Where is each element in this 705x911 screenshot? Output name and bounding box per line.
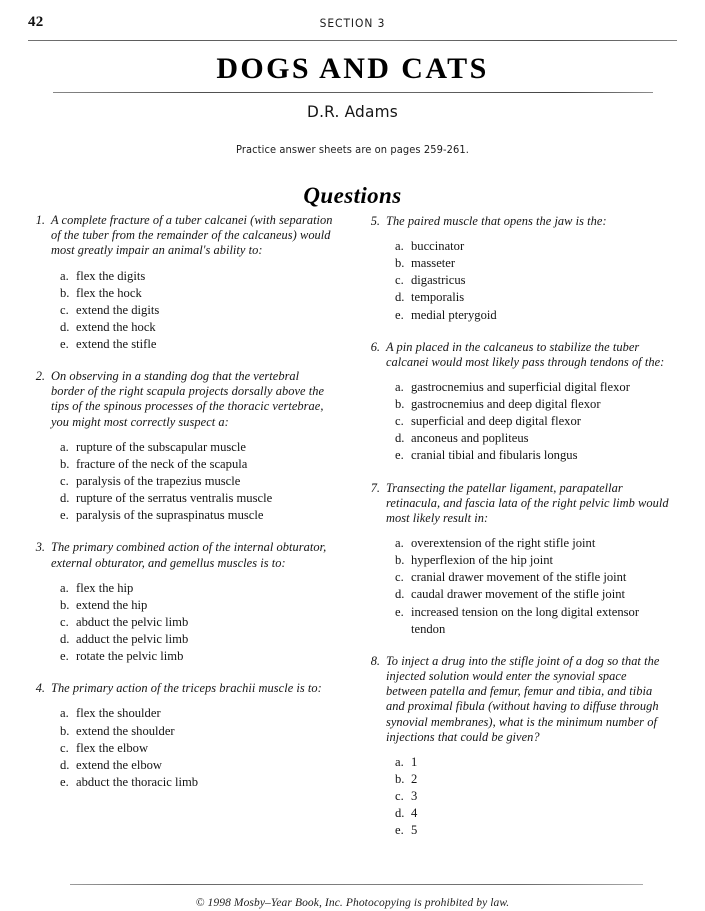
question-stem: The primary combined action of the internal obturator, external obturator, and gemellus muscles is to: — [51, 540, 327, 570]
answer-option-label: c. — [395, 789, 404, 804]
answer-option[interactable] — [395, 569, 670, 586]
question-block — [359, 340, 670, 465]
answer-option-label: e. — [395, 604, 404, 619]
question-body — [51, 540, 335, 665]
question-columns — [24, 213, 685, 853]
title-rule — [53, 92, 653, 93]
question-block — [359, 481, 670, 638]
answer-option-label: c. — [60, 474, 69, 489]
answer-option-label: d. — [395, 290, 405, 305]
answer-option-text: abduct the pelvic limb — [76, 614, 189, 629]
header-rule — [28, 40, 677, 41]
answer-option-text: extend the hock — [76, 319, 156, 334]
question-block — [24, 681, 335, 791]
question-body — [51, 213, 335, 353]
answer-option[interactable] — [395, 413, 670, 430]
answer-option-label: b. — [60, 597, 70, 612]
answer-option-list — [60, 268, 335, 353]
question-body — [51, 369, 335, 524]
answer-option-label: a. — [60, 580, 69, 595]
answer-option-label: e. — [395, 448, 404, 463]
running-head — [28, 14, 677, 34]
question-block — [359, 654, 670, 840]
answer-option[interactable] — [395, 586, 670, 603]
title-block — [28, 52, 677, 209]
answer-option[interactable] — [395, 430, 670, 447]
question-body — [386, 481, 670, 638]
author-byline: D.R. Adams — [307, 102, 398, 121]
question-number: 3. — [35, 540, 45, 555]
question-block — [24, 369, 335, 524]
question-stem: A pin placed in the calcaneus to stabilize the tuber calcanei would most likely pass through tendons of the: — [386, 339, 665, 369]
answer-option-text: digastricus — [411, 273, 466, 288]
answer-option[interactable] — [60, 336, 335, 353]
answer-option-label: c. — [60, 614, 69, 629]
answer-option-text: rupture of the serratus ventralis muscle — [76, 491, 273, 506]
answer-option-text: flex the hip — [76, 580, 134, 595]
answer-option-text: 4 — [411, 806, 418, 821]
question-stem: The primary action of the triceps brachii muscle is to: — [51, 681, 322, 696]
answer-option[interactable] — [395, 604, 670, 638]
answer-option-label: d. — [60, 491, 70, 506]
answer-option-text: extend the digits — [76, 302, 160, 317]
question-number: 5. — [370, 214, 380, 228]
answer-option-label: e. — [60, 774, 69, 789]
right-column — [359, 213, 670, 853]
answer-option-label: e. — [60, 649, 69, 664]
answer-option-text: cranial tibial and fibularis longus — [411, 448, 578, 463]
answer-option-text: temporalis — [411, 290, 465, 305]
answer-option-label: b. — [60, 456, 70, 471]
answer-option-label: b. — [395, 553, 405, 568]
answer-option-text: flex the shoulder — [76, 706, 161, 721]
answer-option-label: e. — [60, 336, 69, 351]
question-body — [386, 214, 670, 324]
answer-option[interactable] — [395, 552, 670, 569]
answer-option-text: caudal drawer movement of the stifle joint — [411, 587, 626, 602]
answer-option-label: d. — [395, 587, 405, 602]
answer-option-label: b. — [395, 772, 405, 787]
question-stem: Transecting the patellar ligament, parapatellar retinacula, and fascia lata of the right pelvic limb would most likely result in: — [386, 480, 669, 525]
answer-option[interactable] — [60, 319, 335, 336]
question-body — [386, 654, 670, 840]
answer-option[interactable] — [60, 740, 335, 757]
answer-option-label: c. — [60, 740, 69, 755]
answer-option-label: d. — [395, 431, 405, 446]
answer-option[interactable] — [395, 771, 670, 788]
question-number: 1. — [35, 213, 45, 227]
answer-option-text: 1 — [411, 754, 418, 769]
answer-option-text: extend the shoulder — [76, 723, 175, 738]
answer-option-list — [395, 754, 670, 839]
answer-option[interactable] — [395, 272, 670, 289]
answer-option[interactable] — [60, 723, 335, 740]
answer-option[interactable] — [395, 535, 670, 552]
question-stem: On observing in a standing dog that the vertebral border of the right scapula projects dorsally above the tips of the spinous processes of the thoracic vertebrae, you might most correctly suspect a: — [51, 369, 325, 429]
answer-option[interactable] — [395, 805, 670, 822]
answer-option-text: rotate the pelvic limb — [76, 649, 184, 664]
answer-option-text: gastrocnemius and deep digital flexor — [411, 397, 601, 412]
answer-option-label: b. — [395, 397, 405, 412]
answer-option-list — [395, 238, 670, 323]
answer-option-text: extend the stifle — [76, 336, 157, 351]
answer-option-text: fracture of the neck of the scapula — [76, 456, 248, 471]
answer-option-text: paralysis of the trapezius muscle — [76, 474, 241, 489]
answer-option-label: b. — [60, 723, 70, 738]
answer-option-text: gastrocnemius and superficial digital flexor — [411, 380, 630, 395]
answer-option[interactable] — [395, 754, 670, 771]
answer-option-list — [395, 379, 670, 464]
answer-option[interactable] — [395, 289, 670, 306]
answer-option-label: a. — [395, 239, 404, 254]
question-number: 4. — [35, 681, 45, 696]
copyright-notice: © 1998 Mosby–Year Book, Inc. Photocopying is prohibited by law. — [195, 897, 510, 909]
answer-option-label: a. — [60, 268, 69, 283]
answer-option[interactable] — [60, 285, 335, 302]
answer-option-text: increased tension on the long digital extensor tendon — [411, 604, 640, 636]
answer-option-label: c. — [395, 570, 404, 585]
answer-option[interactable] — [60, 631, 335, 648]
answer-option-text: 5 — [411, 823, 418, 838]
answer-option-text: cranial drawer movement of the stifle joint — [411, 570, 627, 585]
answer-option-label: c. — [395, 414, 404, 429]
section-label: SECTION 3 — [319, 16, 386, 30]
answer-sheet-note: Practice answer sheets are on pages 259-261. — [235, 144, 470, 156]
question-body — [386, 340, 670, 465]
answer-option[interactable] — [395, 822, 670, 839]
answer-option[interactable] — [60, 648, 335, 665]
answer-option-text: masseter — [411, 256, 456, 271]
answer-option-label: e. — [395, 823, 404, 838]
answer-option[interactable] — [395, 307, 670, 324]
answer-option[interactable] — [60, 597, 335, 614]
answer-option[interactable] — [395, 379, 670, 396]
answer-option-list — [60, 439, 335, 524]
questions-heading: Questions — [303, 183, 402, 208]
answer-option-text: extend the hip — [76, 597, 148, 612]
answer-option[interactable] — [395, 255, 670, 272]
question-number: 8. — [370, 653, 380, 668]
answer-option-label: a. — [60, 439, 69, 454]
answer-option-list — [60, 580, 335, 665]
question-stem: To inject a drug into the stifle joint of a dog so that the injected solution would enter the synovial space between patella and femur, femur and tibia, and tibia and proximal fibula (without having to diffuse through synovial membranes), what is the minimum number of injections that could be given? — [386, 653, 660, 744]
answer-option-text: flex the hock — [76, 285, 142, 300]
answer-option[interactable] — [60, 302, 335, 319]
answer-option[interactable] — [60, 614, 335, 631]
question-number: 6. — [370, 339, 380, 354]
answer-option-label: b. — [60, 285, 70, 300]
answer-option-text: anconeus and popliteus — [411, 431, 529, 446]
answer-option-label: a. — [395, 754, 404, 769]
answer-option-text: paralysis of the supraspinatus muscle — [76, 508, 264, 523]
question-block — [24, 213, 335, 353]
answer-option[interactable] — [60, 774, 335, 791]
answer-option[interactable] — [60, 439, 335, 456]
answer-option-label: e. — [395, 307, 404, 322]
answer-option[interactable] — [60, 473, 335, 490]
answer-option[interactable] — [395, 238, 670, 255]
page-number: 42 — [28, 14, 44, 30]
answer-option-label: b. — [395, 256, 405, 271]
answer-option-text: overextension of the right stifle joint — [411, 536, 596, 551]
answer-option[interactable] — [60, 456, 335, 473]
answer-option-label: d. — [60, 757, 70, 772]
answer-option[interactable] — [60, 268, 335, 285]
answer-option[interactable] — [60, 507, 335, 524]
answer-option-label: c. — [60, 302, 69, 317]
answer-option-text: medial pterygoid — [411, 307, 497, 322]
answer-option[interactable] — [60, 757, 335, 774]
answer-option-text: buccinator — [411, 239, 465, 254]
question-body — [51, 681, 335, 791]
answer-option-text: extend the elbow — [76, 757, 163, 772]
answer-option-text: flex the digits — [76, 268, 146, 283]
answer-option[interactable] — [395, 788, 670, 805]
answer-option-text: 3 — [411, 789, 418, 804]
answer-option-text: hyperflexion of the hip joint — [411, 553, 553, 568]
answer-option[interactable] — [395, 396, 670, 413]
question-block — [24, 540, 335, 665]
answer-option-text: flex the elbow — [76, 740, 149, 755]
answer-option-label: a. — [395, 380, 404, 395]
question-stem: A complete fracture of a tuber calcanei (with separation of the tuber from the remainder of the calcaneus) would most greatly impair an animal's ability to: — [51, 213, 333, 258]
question-block — [359, 214, 670, 324]
answer-option-text: abduct the thoracic limb — [76, 774, 199, 789]
answer-option-label: a. — [60, 706, 69, 721]
answer-option[interactable] — [60, 705, 335, 722]
answer-option-label: c. — [395, 273, 404, 288]
answer-option-text: superficial and deep digital flexor — [411, 414, 581, 429]
question-stem: The paired muscle that opens the jaw is the: — [386, 214, 607, 228]
answer-option-label: d. — [60, 632, 70, 647]
answer-option-text: adduct the pelvic limb — [76, 632, 189, 647]
answer-option-label: d. — [60, 319, 70, 334]
footer-rule — [70, 884, 643, 885]
answer-option-label: d. — [395, 806, 405, 821]
answer-option-list — [395, 535, 670, 638]
answer-option-text: rupture of the subscapular muscle — [76, 439, 246, 454]
answer-option[interactable] — [60, 490, 335, 507]
answer-option[interactable] — [60, 580, 335, 597]
page-title: DOGS AND CATS — [216, 52, 489, 85]
question-number: 7. — [370, 480, 380, 495]
answer-option-label: e. — [60, 508, 69, 523]
left-column — [24, 213, 335, 853]
question-number: 2. — [35, 369, 45, 384]
answer-option-text: 2 — [411, 772, 418, 787]
answer-option-label: a. — [395, 536, 404, 551]
answer-option-list — [60, 705, 335, 790]
answer-option[interactable] — [395, 447, 670, 464]
